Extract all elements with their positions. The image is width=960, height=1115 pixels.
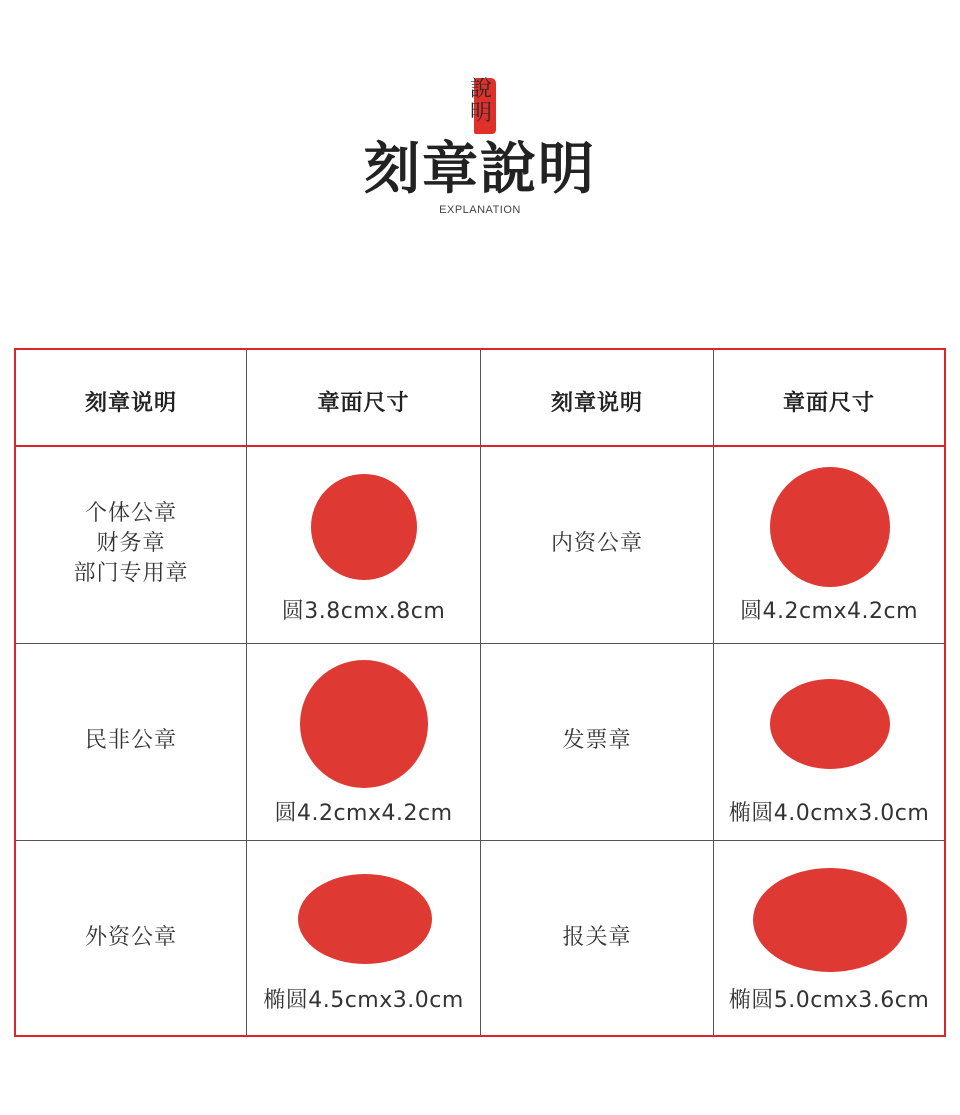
round-stamp-shape bbox=[300, 660, 428, 788]
oval-stamp-shape bbox=[753, 868, 907, 972]
stamp-name: 内资公章 bbox=[550, 531, 643, 556]
stamp-name-cell bbox=[481, 644, 714, 840]
stamp-spec-table bbox=[14, 348, 946, 1037]
stamp-size-cell bbox=[247, 644, 481, 840]
stamp-size-cell bbox=[247, 447, 481, 643]
stamp-name-cell bbox=[16, 644, 247, 840]
column-header-description: 刻章说明 bbox=[550, 391, 643, 416]
stamp-name-cell bbox=[16, 841, 247, 1035]
table-row bbox=[16, 644, 944, 841]
page-subtitle: EXPLANATION bbox=[439, 204, 521, 216]
table-row bbox=[16, 841, 944, 1035]
stamp-name: 个体公章 财务章 部门专用章 bbox=[73, 501, 189, 586]
stamp-name: 发票章 bbox=[562, 728, 632, 753]
stamp-name-cell bbox=[16, 447, 247, 643]
page-header bbox=[0, 0, 960, 240]
stamp-size-cell bbox=[714, 841, 944, 1035]
stamp-size-label: 椭圆4.5cmx3.0cm bbox=[263, 988, 464, 1013]
header-cell bbox=[481, 350, 714, 445]
oval-stamp-shape bbox=[770, 679, 890, 769]
stamp-name: 外资公章 bbox=[84, 925, 177, 950]
stamp-size-label: 圆3.8cmx.8cm bbox=[281, 599, 446, 624]
table-header-row bbox=[16, 350, 944, 447]
stamp-name-cell bbox=[481, 841, 714, 1035]
stamp-size-label: 椭圆4.0cmx3.0cm bbox=[728, 801, 930, 826]
header-cell bbox=[247, 350, 481, 445]
column-header-description: 刻章说明 bbox=[84, 391, 177, 416]
table-row bbox=[16, 447, 944, 644]
page-title: 刻章說明 bbox=[364, 136, 596, 202]
header-cell bbox=[714, 350, 944, 445]
round-stamp-shape bbox=[311, 474, 417, 580]
stamp-name: 民非公章 bbox=[84, 728, 177, 753]
seal-text: 說明 bbox=[469, 77, 492, 126]
stamp-size-label: 圆4.2cmx4.2cm bbox=[739, 599, 919, 624]
stamp-name: 报关章 bbox=[562, 925, 632, 950]
round-stamp-shape bbox=[770, 467, 890, 587]
column-header-size: 章面尺寸 bbox=[782, 391, 875, 416]
stamp-size-cell bbox=[247, 841, 481, 1035]
stamp-size-label: 圆4.2cmx4.2cm bbox=[274, 801, 453, 826]
header-cell bbox=[16, 350, 247, 445]
column-header-size: 章面尺寸 bbox=[317, 391, 410, 416]
stamp-name-cell bbox=[481, 447, 714, 643]
stamp-size-cell bbox=[714, 644, 944, 840]
stamp-size-cell bbox=[714, 447, 944, 643]
oval-stamp-shape bbox=[298, 874, 432, 964]
stamp-size-label: 椭圆5.0cmx3.6cm bbox=[728, 988, 930, 1013]
